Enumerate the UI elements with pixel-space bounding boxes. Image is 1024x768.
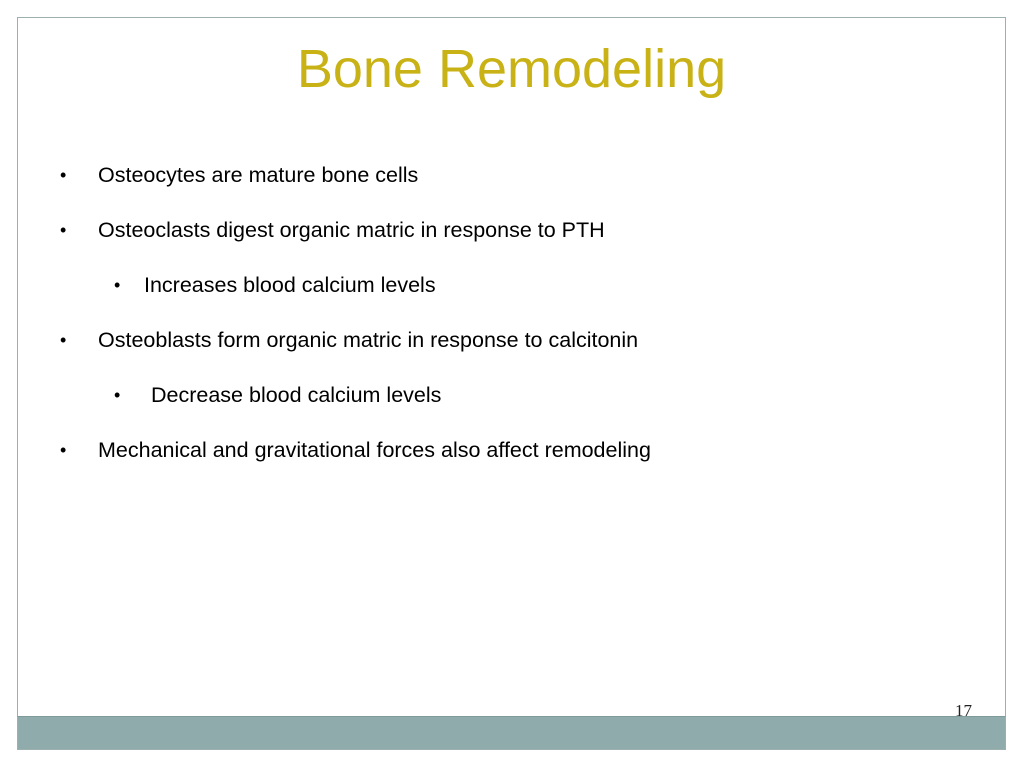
bullet-icon: • (60, 330, 67, 350)
bullet-icon: • (114, 385, 121, 405)
bullet-text: Increases blood calcium levels (144, 273, 436, 297)
bullet-icon: • (60, 220, 67, 240)
bullet-text: Osteoblasts form organic matric in response to calcitonin (98, 328, 639, 352)
bullet-icon: • (114, 275, 121, 295)
bullet-text: Mechanical and gravitational forces also affect remodeling (98, 438, 651, 462)
bullet-text: Osteocytes are mature bone cells (98, 163, 419, 187)
bullet-text: Osteoclasts digest organic matric in response to PTH (98, 218, 605, 242)
bullet-icon: • (60, 165, 67, 185)
bullet-icon: • (60, 440, 67, 460)
slide-title: Bone Remodeling (296, 39, 727, 99)
bullet-text: Decrease blood calcium levels (151, 383, 442, 407)
footer-bar (17, 716, 1006, 750)
slide-number: 17 (955, 701, 972, 720)
